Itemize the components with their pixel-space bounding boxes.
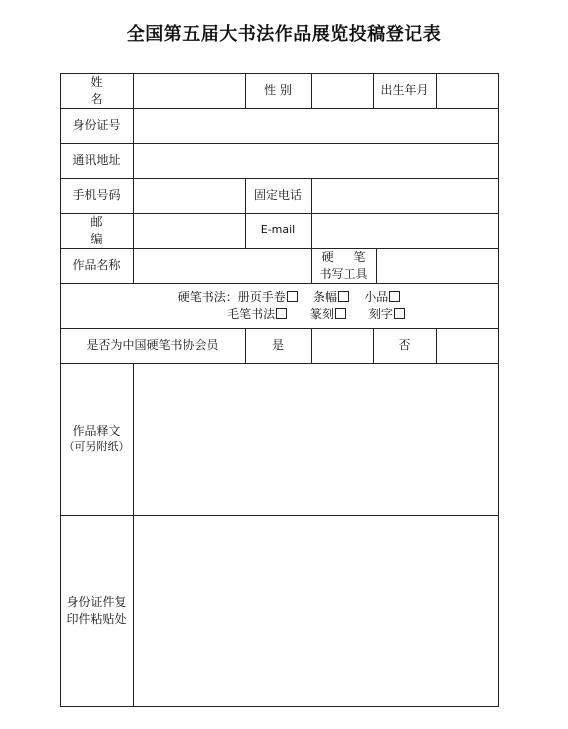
brush-calligraphy-label: 毛笔书法 (227, 306, 276, 321)
work-name-field[interactable] (133, 248, 311, 283)
table-border-bottom (60, 706, 499, 707)
writing-tool-label-line1: 硬 笔 (321, 250, 374, 265)
hanging-scroll-option-label: 条幅 (313, 290, 338, 305)
id-copy-label-line2: 印件粘贴处 (66, 611, 127, 626)
membership-yes-field[interactable] (311, 328, 373, 363)
membership-no-label: 否 (398, 338, 411, 353)
work-name-label: 作品名称 (72, 258, 121, 273)
address-field[interactable] (133, 143, 498, 178)
mobile-field[interactable] (133, 178, 245, 213)
id-number-label: 身份证号 (72, 118, 121, 133)
small-piece-checkbox[interactable] (389, 291, 400, 302)
membership-no-field[interactable] (436, 328, 498, 363)
id-copy-paste-area[interactable] (133, 515, 498, 706)
hard-pen-category-line (178, 289, 401, 305)
email-label: E-mail (260, 223, 296, 237)
postcode-label-text: 邮 编 (90, 215, 129, 246)
membership-question: 是否为中国硬笔书协会员 (86, 338, 219, 353)
hanging-scroll-checkbox[interactable] (338, 291, 349, 302)
transcript-field[interactable] (133, 363, 498, 515)
album-scroll-option-label: 册页手卷 (237, 290, 286, 305)
album-scroll-checkbox[interactable] (287, 291, 298, 302)
id-copy-label (60, 515, 133, 706)
membership-yes-label: 是 (271, 338, 284, 353)
gender-label: 性 别 (264, 83, 292, 98)
engraving-option-label: 刻字 (368, 306, 393, 321)
address-label: 通讯地址 (72, 153, 121, 168)
form-title: 全国第五届大书法作品展览投稿登记表 (126, 24, 442, 45)
category-selection (60, 283, 498, 328)
seal-carving-checkbox[interactable] (335, 308, 346, 319)
brush-category-line (227, 306, 405, 322)
landline-field[interactable] (311, 178, 498, 213)
mobile-label: 手机号码 (72, 188, 121, 203)
birth-date-label: 出生年月 (380, 83, 429, 98)
email-field[interactable] (311, 213, 498, 248)
birth-date-field[interactable] (436, 73, 498, 108)
gender-field[interactable] (311, 73, 373, 108)
seal-carving-option-label: 篆刻 (309, 306, 334, 321)
postcode-field[interactable] (133, 213, 245, 248)
writing-tool-label (311, 248, 376, 283)
name-label (60, 73, 133, 108)
engraving-checkbox[interactable] (394, 308, 405, 319)
table-border-right (498, 73, 499, 706)
writing-tool-field[interactable] (376, 248, 498, 283)
transcript-note: （可另附纸） (63, 439, 130, 453)
landline-label: 固定电话 (253, 188, 302, 203)
id-copy-label-line1: 身份证件复 (66, 595, 127, 610)
transcript-label (60, 363, 133, 515)
id-number-field[interactable] (133, 108, 498, 143)
hard-pen-label: 硬笔书法： (177, 290, 238, 305)
transcript-label-text: 作品释文 (72, 424, 121, 439)
postcode-label (60, 213, 133, 248)
brush-calligraphy-checkbox[interactable] (276, 308, 287, 319)
writing-tool-label-line2: 书写工具 (319, 266, 368, 281)
name-field[interactable] (133, 73, 245, 108)
small-piece-option-label: 小品 (364, 290, 389, 305)
name-label-text: 姓 名 (90, 75, 129, 106)
